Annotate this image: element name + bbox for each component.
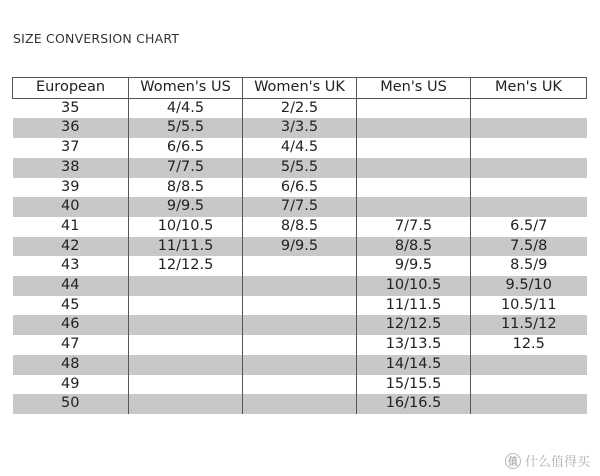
page-title: SIZE CONVERSION CHART (13, 31, 180, 46)
cell-mens-us: 14/14.5 (357, 355, 471, 375)
cell-womens-uk: 6/6.5 (243, 178, 357, 198)
cell-european: 41 (13, 217, 129, 237)
cell-mens-uk (471, 138, 587, 158)
cell-womens-uk (243, 335, 357, 355)
cell-mens-uk: 6.5/7 (471, 217, 587, 237)
cell-european: 49 (13, 375, 129, 395)
table-row (13, 315, 587, 335)
cell-womens-uk: 3/3.5 (243, 118, 357, 138)
header-mens-uk: Men's UK (471, 78, 587, 99)
cell-womens-uk (243, 375, 357, 395)
table-row (13, 237, 587, 257)
header-mens-us: Men's US (357, 78, 471, 99)
cell-womens-uk (243, 355, 357, 375)
cell-european: 35 (13, 98, 129, 118)
cell-european: 45 (13, 296, 129, 316)
cell-womens-us (129, 276, 243, 296)
cell-mens-uk (471, 158, 587, 178)
cell-womens-us: 10/10.5 (129, 217, 243, 237)
cell-womens-us (129, 394, 243, 414)
cell-european: 44 (13, 276, 129, 296)
table-body (13, 98, 587, 414)
cell-womens-uk: 4/4.5 (243, 138, 357, 158)
cell-european: 38 (13, 158, 129, 178)
cell-european: 48 (13, 355, 129, 375)
cell-mens-uk (471, 98, 587, 118)
cell-mens-uk (471, 178, 587, 198)
table-row (13, 158, 587, 178)
cell-mens-us (357, 178, 471, 198)
table-row (13, 178, 587, 198)
cell-mens-us (357, 118, 471, 138)
cell-womens-uk (243, 276, 357, 296)
cell-european: 40 (13, 197, 129, 217)
cell-womens-uk (243, 296, 357, 316)
cell-european: 36 (13, 118, 129, 138)
cell-womens-uk: 5/5.5 (243, 158, 357, 178)
watermark-text: 什么值得买 (524, 455, 590, 470)
size-conversion-table (12, 77, 587, 414)
cell-womens-us: 12/12.5 (129, 256, 243, 276)
cell-womens-uk: 9/9.5 (243, 237, 357, 257)
smzdm-logo-icon: 值 (505, 453, 521, 469)
header-european: European (13, 78, 129, 99)
cell-womens-us: 11/11.5 (129, 237, 243, 257)
cell-european: 47 (13, 335, 129, 355)
cell-mens-us: 12/12.5 (357, 315, 471, 335)
cell-womens-uk (243, 394, 357, 414)
cell-womens-us: 8/8.5 (129, 178, 243, 198)
table-row (13, 394, 587, 414)
cell-womens-us (129, 315, 243, 335)
cell-womens-us (129, 355, 243, 375)
cell-mens-us (357, 158, 471, 178)
cell-mens-uk: 9.5/10 (471, 276, 587, 296)
cell-mens-uk (471, 375, 587, 395)
cell-european: 50 (13, 394, 129, 414)
cell-mens-us: 10/10.5 (357, 276, 471, 296)
site-watermark (505, 451, 590, 470)
cell-european: 39 (13, 178, 129, 198)
cell-mens-us (357, 98, 471, 118)
header-womens-uk: Women's UK (243, 78, 357, 99)
cell-mens-uk (471, 118, 587, 138)
cell-womens-uk: 2/2.5 (243, 98, 357, 118)
table-row (13, 138, 587, 158)
table-row (13, 276, 587, 296)
cell-mens-us: 7/7.5 (357, 217, 471, 237)
cell-mens-uk (471, 197, 587, 217)
cell-womens-us: 6/6.5 (129, 138, 243, 158)
table-row (13, 256, 587, 276)
cell-mens-uk: 12.5 (471, 335, 587, 355)
cell-mens-uk: 11.5/12 (471, 315, 587, 335)
cell-womens-uk (243, 256, 357, 276)
cell-mens-uk: 10.5/11 (471, 296, 587, 316)
cell-european: 42 (13, 237, 129, 257)
cell-mens-uk: 7.5/8 (471, 237, 587, 257)
cell-european: 37 (13, 138, 129, 158)
table-row (13, 355, 587, 375)
table-row (13, 118, 587, 138)
cell-european: 46 (13, 315, 129, 335)
cell-womens-uk: 7/7.5 (243, 197, 357, 217)
cell-mens-us: 13/13.5 (357, 335, 471, 355)
table-header-row (13, 78, 587, 99)
header-womens-us: Women's US (129, 78, 243, 99)
cell-womens-uk: 8/8.5 (243, 217, 357, 237)
cell-womens-uk (243, 315, 357, 335)
cell-mens-us (357, 138, 471, 158)
cell-mens-us: 16/16.5 (357, 394, 471, 414)
cell-womens-us (129, 375, 243, 395)
cell-mens-uk: 8.5/9 (471, 256, 587, 276)
cell-mens-us: 8/8.5 (357, 237, 471, 257)
cell-mens-us: 9/9.5 (357, 256, 471, 276)
cell-womens-us (129, 296, 243, 316)
cell-womens-us (129, 335, 243, 355)
cell-european: 43 (13, 256, 129, 276)
cell-mens-us (357, 197, 471, 217)
cell-womens-us: 5/5.5 (129, 118, 243, 138)
cell-mens-uk (471, 355, 587, 375)
cell-mens-uk (471, 394, 587, 414)
cell-womens-us: 7/7.5 (129, 158, 243, 178)
cell-womens-us: 9/9.5 (129, 197, 243, 217)
table-row (13, 217, 587, 237)
table-row (13, 98, 587, 118)
cell-womens-us: 4/4.5 (129, 98, 243, 118)
cell-mens-us: 11/11.5 (357, 296, 471, 316)
table-row (13, 296, 587, 316)
cell-mens-us: 15/15.5 (357, 375, 471, 395)
table-row (13, 375, 587, 395)
table-row (13, 335, 587, 355)
table-row (13, 197, 587, 217)
